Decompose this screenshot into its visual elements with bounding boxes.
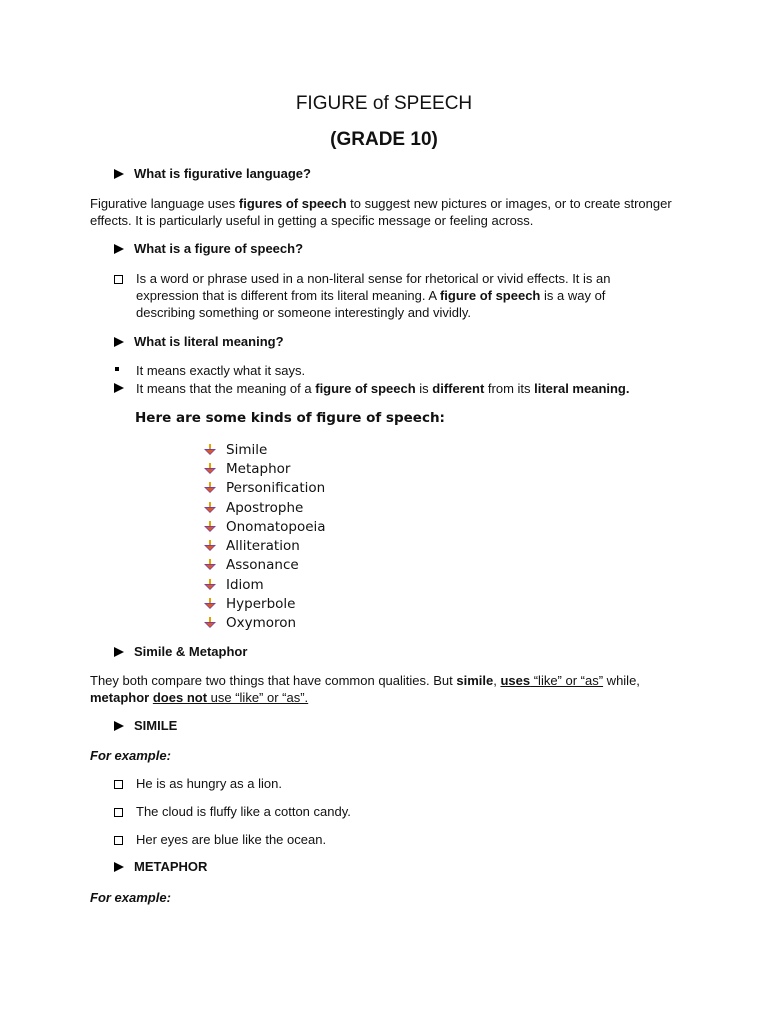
for-example-label: For example: <box>90 748 171 763</box>
triangle-bullet-icon <box>114 647 124 657</box>
simile-example: He is as hungry as a lion. <box>114 775 654 792</box>
down-arrow-icon <box>203 598 217 610</box>
triangle-bullet-icon <box>114 337 124 347</box>
figurative-language-paragraph: Figurative language uses figures of speech to suggest new pictures or images, or to create stronger effects. It is particularly useful in getting a specific message or feeling across. <box>90 196 672 228</box>
down-arrow-icon <box>203 617 217 629</box>
heading-simile <box>114 717 177 734</box>
down-arrow-icon <box>203 559 217 571</box>
document-title: FIGURE of SPEECH <box>295 93 473 114</box>
heading-text: Simile & Metaphor <box>134 644 248 659</box>
kind-item <box>203 556 326 575</box>
checkbox-bullet-icon <box>114 780 123 789</box>
kind-label: Metaphor <box>226 460 291 477</box>
down-arrow-icon <box>203 463 217 475</box>
checkbox-bullet-icon <box>114 808 123 817</box>
kind-item <box>203 614 326 633</box>
down-arrow-icon <box>203 444 217 456</box>
simile-example: The cloud is fluffy like a cotton candy. <box>114 803 654 820</box>
kind-item <box>203 517 326 536</box>
triangle-bullet-icon <box>114 244 124 254</box>
triangle-bullet-icon <box>114 862 124 872</box>
triangle-bullet-icon <box>114 169 124 179</box>
checkbox-bullet-icon <box>114 275 123 284</box>
heading-text: METAPHOR <box>134 859 208 874</box>
heading-metaphor <box>114 858 207 875</box>
simile-example: Her eyes are blue like the ocean. <box>114 831 654 848</box>
square-bullet-icon <box>115 367 119 371</box>
kinds-heading: Here are some kinds of figure of speech: <box>135 410 445 426</box>
kind-item <box>203 594 326 613</box>
question-text: What is literal meaning? <box>134 334 284 349</box>
kind-item <box>203 536 326 555</box>
for-example-label: For example: <box>90 890 171 905</box>
definition-item: Is a word or phrase used in a non-literal sense for rhetorical or vivid effects. It is an expression that is different from its literal meaning. A figure of speech is a way of describing something or someone interestingly and vividly. <box>114 270 654 321</box>
kind-item <box>203 440 326 459</box>
question-literal-meaning <box>114 333 284 350</box>
heading-text: SIMILE <box>134 718 178 733</box>
kind-item <box>203 459 326 478</box>
kind-label: Personification <box>226 480 326 497</box>
triangle-bullet-icon <box>114 721 124 731</box>
kind-label: Simile <box>226 441 268 458</box>
kind-label: Alliteration <box>226 538 300 555</box>
kinds-list <box>203 440 326 633</box>
kind-label: Hyperbole <box>226 596 296 613</box>
down-arrow-icon <box>203 521 217 533</box>
checkbox-bullet-icon <box>114 836 123 845</box>
question-text: What is a figure of speech? <box>134 241 304 256</box>
kind-label: Idiom <box>226 576 264 593</box>
kind-item <box>203 498 326 517</box>
down-arrow-icon <box>203 482 217 494</box>
triangle-bullet-icon <box>114 383 124 393</box>
down-arrow-icon <box>203 502 217 514</box>
question-figurative-language <box>114 165 311 182</box>
kind-item <box>203 575 326 594</box>
kind-label: Apostrophe <box>226 499 304 516</box>
document-subtitle: (GRADE 10) <box>330 129 438 150</box>
heading-simile-metaphor <box>114 643 247 660</box>
kind-item <box>203 479 326 498</box>
compare-paragraph: They both compare two things that have common qualities. But simile, uses “like” or “as” while, metaphor does not use “like” or “as”. <box>90 673 640 705</box>
down-arrow-icon <box>203 579 217 591</box>
down-arrow-icon <box>203 540 217 552</box>
kind-label: Onomatopoeia <box>226 518 326 535</box>
literal-item-2: It means that the meaning of a figure of speech is different from its literal meaning. <box>114 380 654 397</box>
literal-item-1: It means exactly what it says. <box>114 362 654 379</box>
kind-label: Oxymoron <box>226 615 297 632</box>
kind-label: Assonance <box>226 557 299 574</box>
question-text: What is figurative language? <box>134 166 311 181</box>
question-figure-of-speech <box>114 240 303 257</box>
